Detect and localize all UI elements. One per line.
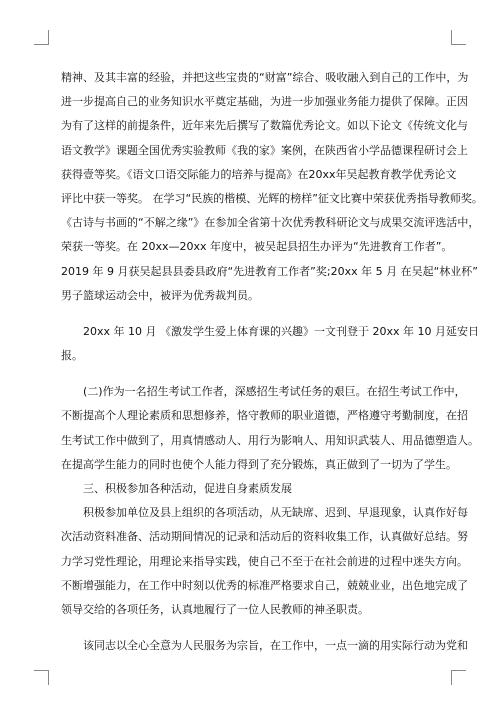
paragraph-gap [61, 622, 441, 634]
text-line: 获得壹等奖。《语文口语交际能力的培养与提高》在20xx年吴起教育教学优秀论文 [61, 167, 457, 181]
paragraph-gap [61, 368, 441, 380]
text-line: 生考试工作中做到了，用真情感动人、用行为影响人、用知识武装人、用品德塑造人。 [61, 433, 479, 447]
text-line: 积极参加单位及县上组织的各项活动，从无缺席、迟到、早退现象，认真作好每 [83, 506, 468, 520]
text-line: 力学习党性理论，用理论来指导实践，使自己不至于在社会前进的过程中迷失方向。 [61, 554, 468, 568]
text-line: 不断提高个人理论素质和思想修养，恪守教师的职业道德，严格遵守考勤制度，在招 [61, 409, 468, 423]
text-line: 男子篮球运动会中，被评为优秀裁判员。 [61, 288, 259, 302]
crop-mark-top-right [451, 30, 466, 45]
body-text [61, 66, 483, 658]
text-line: 《古诗与书画的“不解之缘”》在参加全省第十次优秀教科研论文与成果交流评选活中， [61, 216, 480, 230]
text-line: 在提高学生能力的同时也使个人能力得到了充分锻炼，真正做到了一切为了学生。 [61, 457, 457, 471]
text-line: 不断增强能力，在工作中时刻以优秀的标准严格要求自己，兢兢业业，出色地完成了 [61, 578, 468, 592]
text-line: 该同志以全心全意为人民服务为宗旨，在工作中，一点一滴的用实际行动为党和 [83, 639, 468, 653]
text-line: 精神、及其丰富的经验，并把这些宝贵的“财富”综合、吸收融入到自己的工作中，为 [61, 71, 469, 84]
section-heading: 三、积极参加各种活动，促进自身素质发展 [83, 482, 292, 495]
text-line: 次活动资料准备、活动期间情况的记录和活动后的资料收集工作，认真做好总结。努 [61, 530, 468, 544]
text-line: 报。 [61, 349, 83, 363]
text-line: 2019 年 9 月获吴起县县委县政府“先进教育工作者”奖;20xx 年 5 月 在吴起“林业杯” [61, 264, 478, 278]
text-line: 荣获一等奖。在 20xx—20xx 年度中，被吴起县招生办评为“先进教育工作者”。 [61, 240, 453, 254]
crop-mark-top-left [34, 30, 49, 45]
crop-mark-bottom-left [34, 670, 49, 685]
text-line: 为有了这样的前提条件，近年来先后撰写了数篇优秀论文。如以下论文《传统文化与 [61, 119, 468, 133]
text-line: 评比中获一等奖。 在学习“民族的楷模、光辉的榜样”征文比赛中荣获优秀指导教师奖。 [61, 191, 483, 205]
paragraph-gap [61, 308, 441, 320]
text-line: (二)作为一名招生考试工作者，深感招生考试任务的艰巨。在招生考试工作中， [83, 385, 466, 399]
text-line: 20xx 年 10 月 《激发学生爱上体育课的兴趣》一文刊登于 20xx 年 10 月延安日 [83, 324, 479, 338]
crop-mark-bottom-right [451, 670, 466, 685]
text-line: 语文教学》课题全国优秀实验教师《我的家》案例，在陕西省小学品德课程研讨会上 [61, 143, 468, 157]
text-line: 领导交给的各项任务，认真地履行了一位人民教师的神圣职责。 [61, 602, 369, 616]
text-line: 进一步提高自己的业务知识水平奠定基础，为进一步加强业务能力提供了保障。正因 [61, 95, 468, 109]
